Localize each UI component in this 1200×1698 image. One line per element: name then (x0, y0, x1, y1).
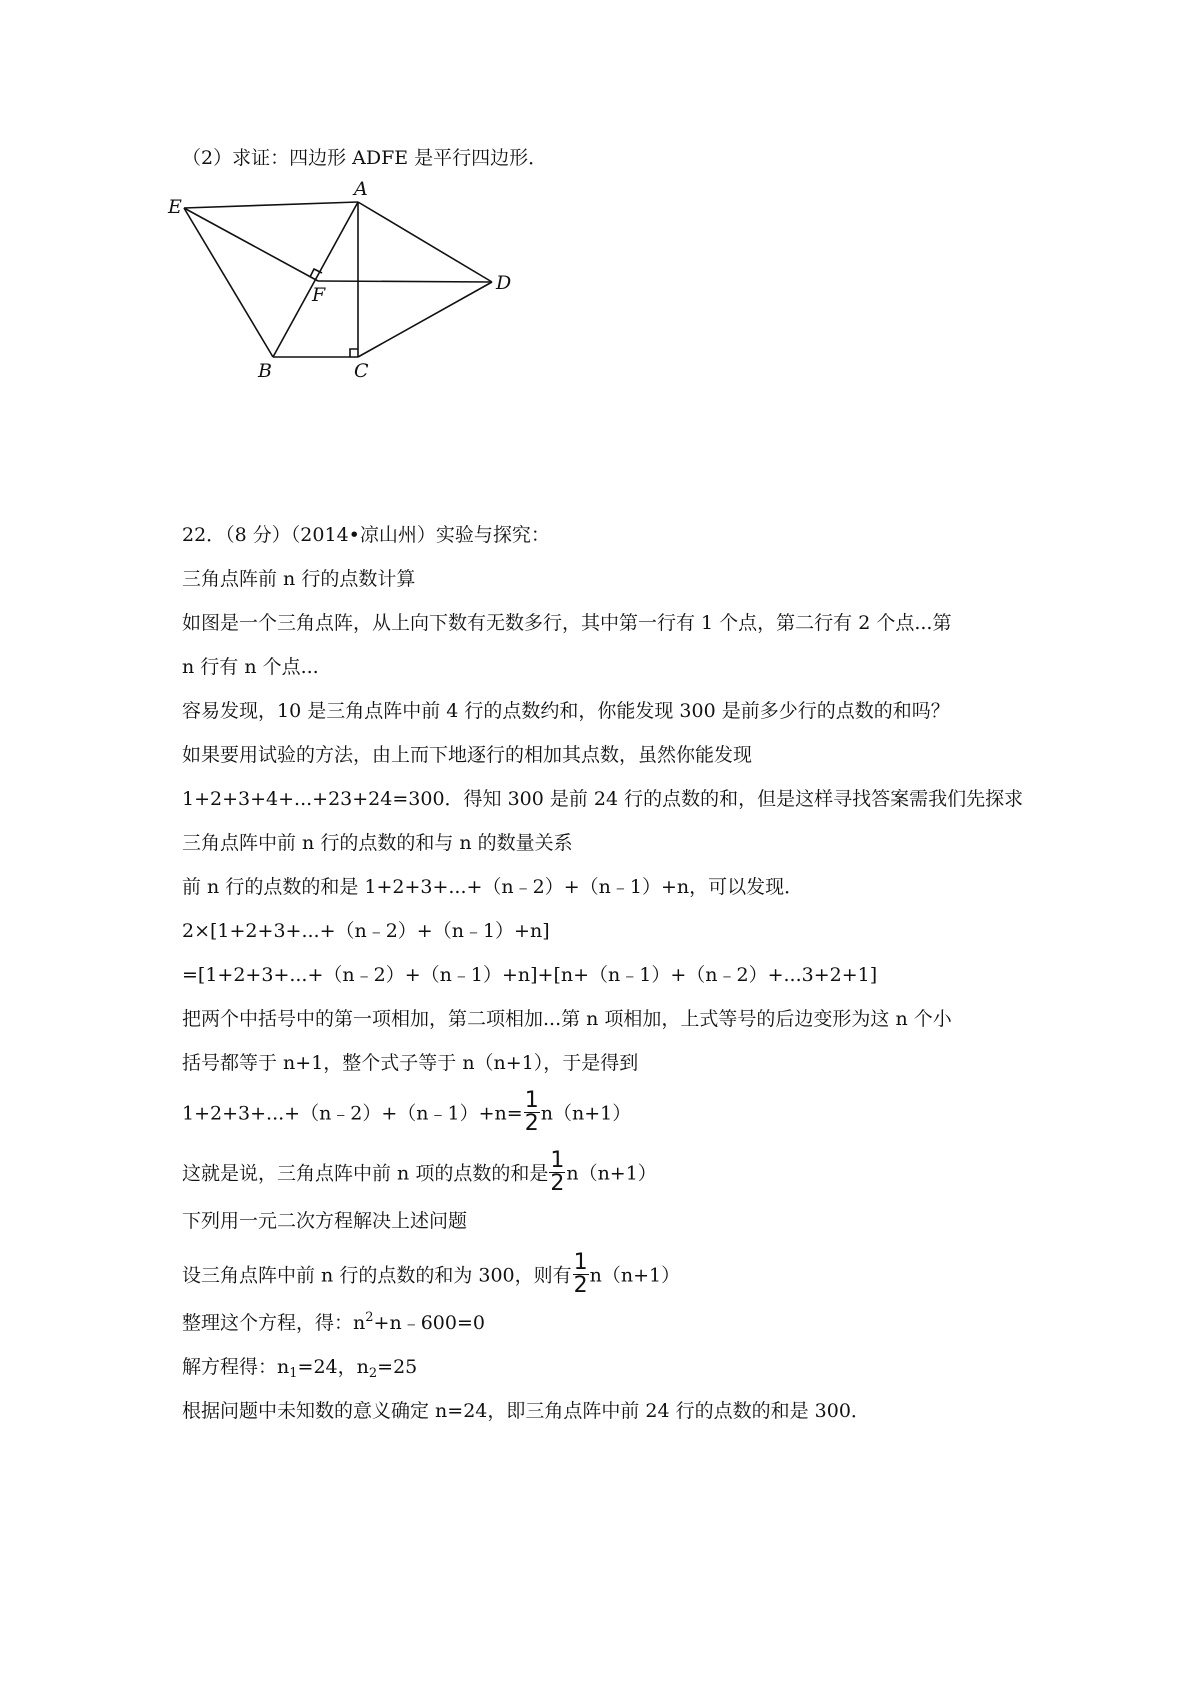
q22-p6: 前 n 行的点数的和是 1+2+3+...+（n﹣2）+（n﹣1）+n，可以发现． (182, 876, 804, 898)
q22-p7: 2×[1+2+3+...+（n﹣2）+（n﹣1）+n] (182, 920, 550, 942)
part2-statement: （2）求证：四边形 ADFE 是平行四边形． (182, 147, 548, 169)
right-angle-mark-c (350, 349, 358, 357)
q22-p12: 这就是说，三角点阵中前 n 项的点数的和是 $\frac{1}{2}$ n（n+1） (182, 1148, 657, 1196)
fraction-one-half: $\frac{1}{2}$ (573, 1250, 588, 1298)
label-c: C (354, 360, 369, 382)
label-e: E (168, 196, 182, 218)
q22-p8: =[1+2+3+...+（n﹣2）+（n﹣1）+n]+[n+（n﹣1）+（n﹣2）+...3+2+1] (182, 964, 878, 986)
q22-title: 三角点阵前 n 行的点数计算 (182, 568, 416, 590)
segment-ad (358, 202, 492, 282)
q22-p4: 1+2+3+4+...+23+24=300．得知 300 是前 24 行的点数的和，但是这样寻找答案需我们先探求 (182, 788, 1024, 810)
q22-p14: 设三角点阵中前 n 行的点数的和为 300，则有 $\frac{1}{2}$ n（n+1） (182, 1250, 681, 1298)
q22-p17: 根据问题中未知数的意义确定 n=24，即三角点阵中前 24 行的点数的和是 300． (182, 1400, 870, 1422)
geometry-figure (168, 178, 570, 425)
fraction-one-half: $\frac{1}{2}$ (524, 1088, 539, 1136)
segment-ef (184, 208, 318, 281)
segment-ab (273, 202, 358, 357)
label-a: A (354, 178, 368, 200)
segment-ea (184, 202, 358, 208)
q22-p10: 括号都等于 n+1，整个式子等于 n（n+1），于是得到 (182, 1052, 639, 1074)
label-d: D (496, 272, 512, 294)
fraction-one-half: $\frac{1}{2}$ (550, 1148, 565, 1196)
q22-p11: 1+2+3+...+（n﹣2）+（n﹣1）+n= $\frac{1}{2}$ n（n+1） (182, 1088, 632, 1136)
q22-p2: 容易发现，10 是三角点阵中前 4 行的点数约和，你能发现 300 是前多少行的点数的和吗？ (182, 700, 950, 722)
q22-p16: 解方程得：$n_1=24$，$n_2=25$ (182, 1356, 418, 1381)
q22-p1a: 如图是一个三角点阵，从上向下数有无数多行，其中第一行有 1 个点，第二行有 2 个点...第 (182, 612, 952, 634)
segment-cd (358, 282, 492, 357)
segment-fd (318, 281, 492, 282)
q22-p9: 把两个中括号中的第一项相加，第二项相加...第 n 项相加，上式等号的后边变形为这 n 个小 (182, 1008, 952, 1030)
q22-p1b: n 行有 n 个点... (182, 656, 319, 678)
q22-p5: 三角点阵中前 n 行的点数的和与 n 的数量关系 (182, 832, 573, 854)
q22-p15: 整理这个方程，得：$n^2+n﹣600=0$ (182, 1310, 485, 1334)
q22-p3: 如果要用试验的方法，由上而下地逐行的相加其点数，虽然你能发现 (182, 744, 753, 766)
q22-p13: 下列用一元二次方程解决上述问题 (182, 1210, 468, 1232)
label-b: B (258, 360, 272, 382)
label-f: F (312, 284, 326, 306)
q22-header: 22．（8 分）（2014•凉山州）实验与探究： (182, 524, 550, 546)
segment-eb (184, 208, 273, 357)
